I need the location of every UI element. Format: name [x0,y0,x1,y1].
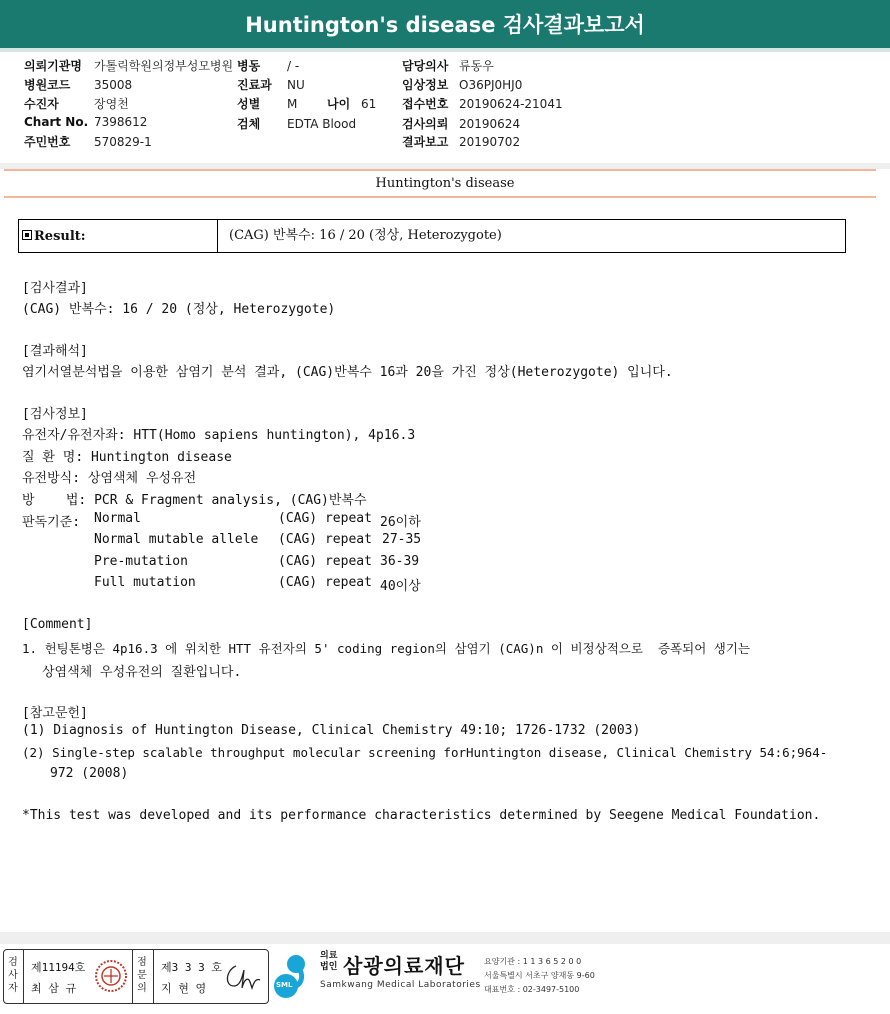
header-label: 임상정보 [402,78,449,92]
header-value: 7398612 [94,115,148,129]
header-row-ward [237,57,299,74]
header-value: 35008 [94,78,133,92]
divider [132,950,133,1003]
header-value: 20190702 [459,135,521,149]
header-row-request-date [402,115,520,132]
header-value: 570829-1 [94,135,152,149]
role-char: 자 [8,983,18,994]
header-row-department [237,76,305,93]
header-value: 가톨릭학원의정부성모병원 [94,59,234,73]
reviewer-name: 지 현 영 [161,982,207,995]
header-label: 접수번호 [402,97,449,111]
reviewer-role [136,956,148,995]
role-char: 검 [8,957,18,968]
criteria-name: Full mutation [94,575,196,590]
header-label: 성별 [237,97,261,111]
result-label: Result: [34,229,86,244]
reviewer-license: 제3 3 3 호 [161,961,222,974]
header-label: 주민번호 [24,135,71,149]
result-heading: [검사결과] [22,281,88,296]
header-value: 20190624-21041 [459,97,563,111]
header-value: / - [287,59,300,73]
test-info-heading: [검사정보] [22,407,88,422]
criteria-repeat: (CAG) repeat [278,575,372,590]
header-row-receipt-no [402,95,563,112]
logo-badge: SML [276,981,293,989]
result-label-cell [19,220,218,252]
criteria-repeat: (CAG) repeat [278,554,372,569]
criteria-name: Normal mutable allele [94,532,259,547]
signature-box [3,949,269,1004]
header-row-resident-no [24,133,152,150]
header-label: Chart No. [24,115,89,129]
test-info-line: 유전자/유전자좌: HTT(Homo sapiens huntington), 4p16.3 [22,428,416,443]
divider [153,950,154,1003]
header-row-age [327,95,376,112]
section-rule-top [4,169,876,171]
header-row-chart-no [24,115,147,129]
contact-line: 대표번호 : 02-3497-5100 [484,985,580,994]
header-label: 담당의사 [402,59,449,73]
org-prefix [320,951,337,973]
header-row-doctor [402,57,494,74]
criteria-label: 판독기준: [22,515,81,530]
footer-separator [0,932,890,944]
header-value: O36PJ0HJ0 [459,78,523,92]
section-title: Huntington's disease [375,176,515,191]
role-char: 문 [137,970,147,981]
header-row-sex [237,95,297,112]
comment-line: 1. 헌팅톤병은 4p16.3 에 위치한 HTT 유전자의 5' coding region의 삼염기 (CAG)n 이 비정상적으로 증폭되어 생기는 [22,641,751,656]
header-label: 결과보고 [402,135,449,149]
header-label: 병원코드 [24,78,71,92]
inspector-license: 제11194호 [31,961,86,974]
criteria-repeat: (CAG) repeat [278,511,372,526]
header-label: 병동 [237,59,261,73]
criteria-name: Pre-mutation [94,554,188,569]
header-row-specimen [237,115,356,132]
interpretation-text: 염기서열분석법을 이용한 삼염기 분석 결과, (CAG)반복수 16과 20을 가진 정상(Heterozygote) 입니다. [22,365,673,380]
header-label: 검체 [237,117,261,131]
report-title: Huntington's disease 검사결과보고서 [0,0,890,48]
checkbox-square-icon [22,230,32,240]
org-prefix-line: 의료 [320,951,338,961]
role-char: 사 [8,970,18,981]
reference-item: (1) Diagnosis of Huntington Disease, Clinical Chemistry 49:10; 1726-1732 (2003) [22,723,641,738]
disclaimer: *This test was developed and its performance characteristics determined by Seegene Medical Foundation. [22,808,821,823]
header-value: NU [287,78,305,92]
criteria-name: Normal [94,511,141,526]
header-value: 장영천 [94,97,129,111]
header-value: 61 [361,97,377,111]
seal-stamp-icon [94,959,128,993]
section-rule-bottom [4,196,876,198]
contact-line: 요양기관 : 1 1 3 6 5 2 0 0 [484,957,582,966]
role-char: 의 [137,983,147,994]
result-text: (CAG) 반복수: 16 / 20 (정상, Heterozygote) [22,302,336,317]
test-info-line: 방 법: PCR & Fragment analysis, (CAG)반복수 [22,493,367,508]
criteria-range: 36-39 [380,554,420,569]
header-row-hospital-code [24,76,132,93]
header-label: 수진자 [24,97,59,111]
interpretation-heading: [결과해석] [22,344,88,359]
header-row-patient [24,95,129,112]
reference-item: (2) Single-step scalable throughput molecular screening forHuntington disease, Clinical Chemistry 54:6;964- [22,745,828,760]
org-english-name: Samkwang Medical Laboratories [320,980,481,990]
header-value: 20190624 [459,117,521,131]
test-info-line: 질 환 명: Huntington disease [22,450,232,465]
header-value: 류동우 [459,59,494,73]
comment-line: 상염색체 우성유전의 질환입니다. [42,665,242,680]
header-value: EDTA Blood [287,117,357,131]
header-label: 의뢰기관명 [24,59,82,73]
header-row-clinical-info [402,76,522,93]
criteria-range: 40이상 [380,579,421,594]
references-heading: [참고문헌] [22,706,88,721]
role-char: 점 [137,957,147,968]
header-label: 나이 [327,97,351,111]
signature-icon [222,960,262,994]
header-label: 검사의뢰 [402,117,449,131]
comment-heading: [Comment] [22,617,93,632]
inspector-role [7,956,19,995]
sml-logo-icon [270,950,318,1000]
org-prefix-line: 법인 [320,962,338,972]
header-value: M [287,97,298,111]
title-underline [0,48,890,52]
criteria-range: 26이하 [380,515,421,530]
test-info-line: 유전방식: 상염색체 우성유전 [22,471,197,486]
criteria-repeat: (CAG) repeat [278,532,372,547]
org-name: 삼광의료재단 [343,954,465,978]
header-row-institution [24,57,233,74]
divider [23,950,24,1003]
result-value: (CAG) 반복수: 16 / 20 (정상, Heterozygote) [229,228,502,243]
header-row-report-date [402,133,520,150]
result-box [18,219,846,253]
header-label: 진료과 [237,78,272,92]
criteria-range: 27-35 [382,532,422,547]
inspector-name: 최 삼 규 [31,982,77,995]
reference-item-continued: 972 (2008) [50,766,129,781]
contact-line: 서울특별시 서초구 양재동 9-60 [484,971,595,980]
